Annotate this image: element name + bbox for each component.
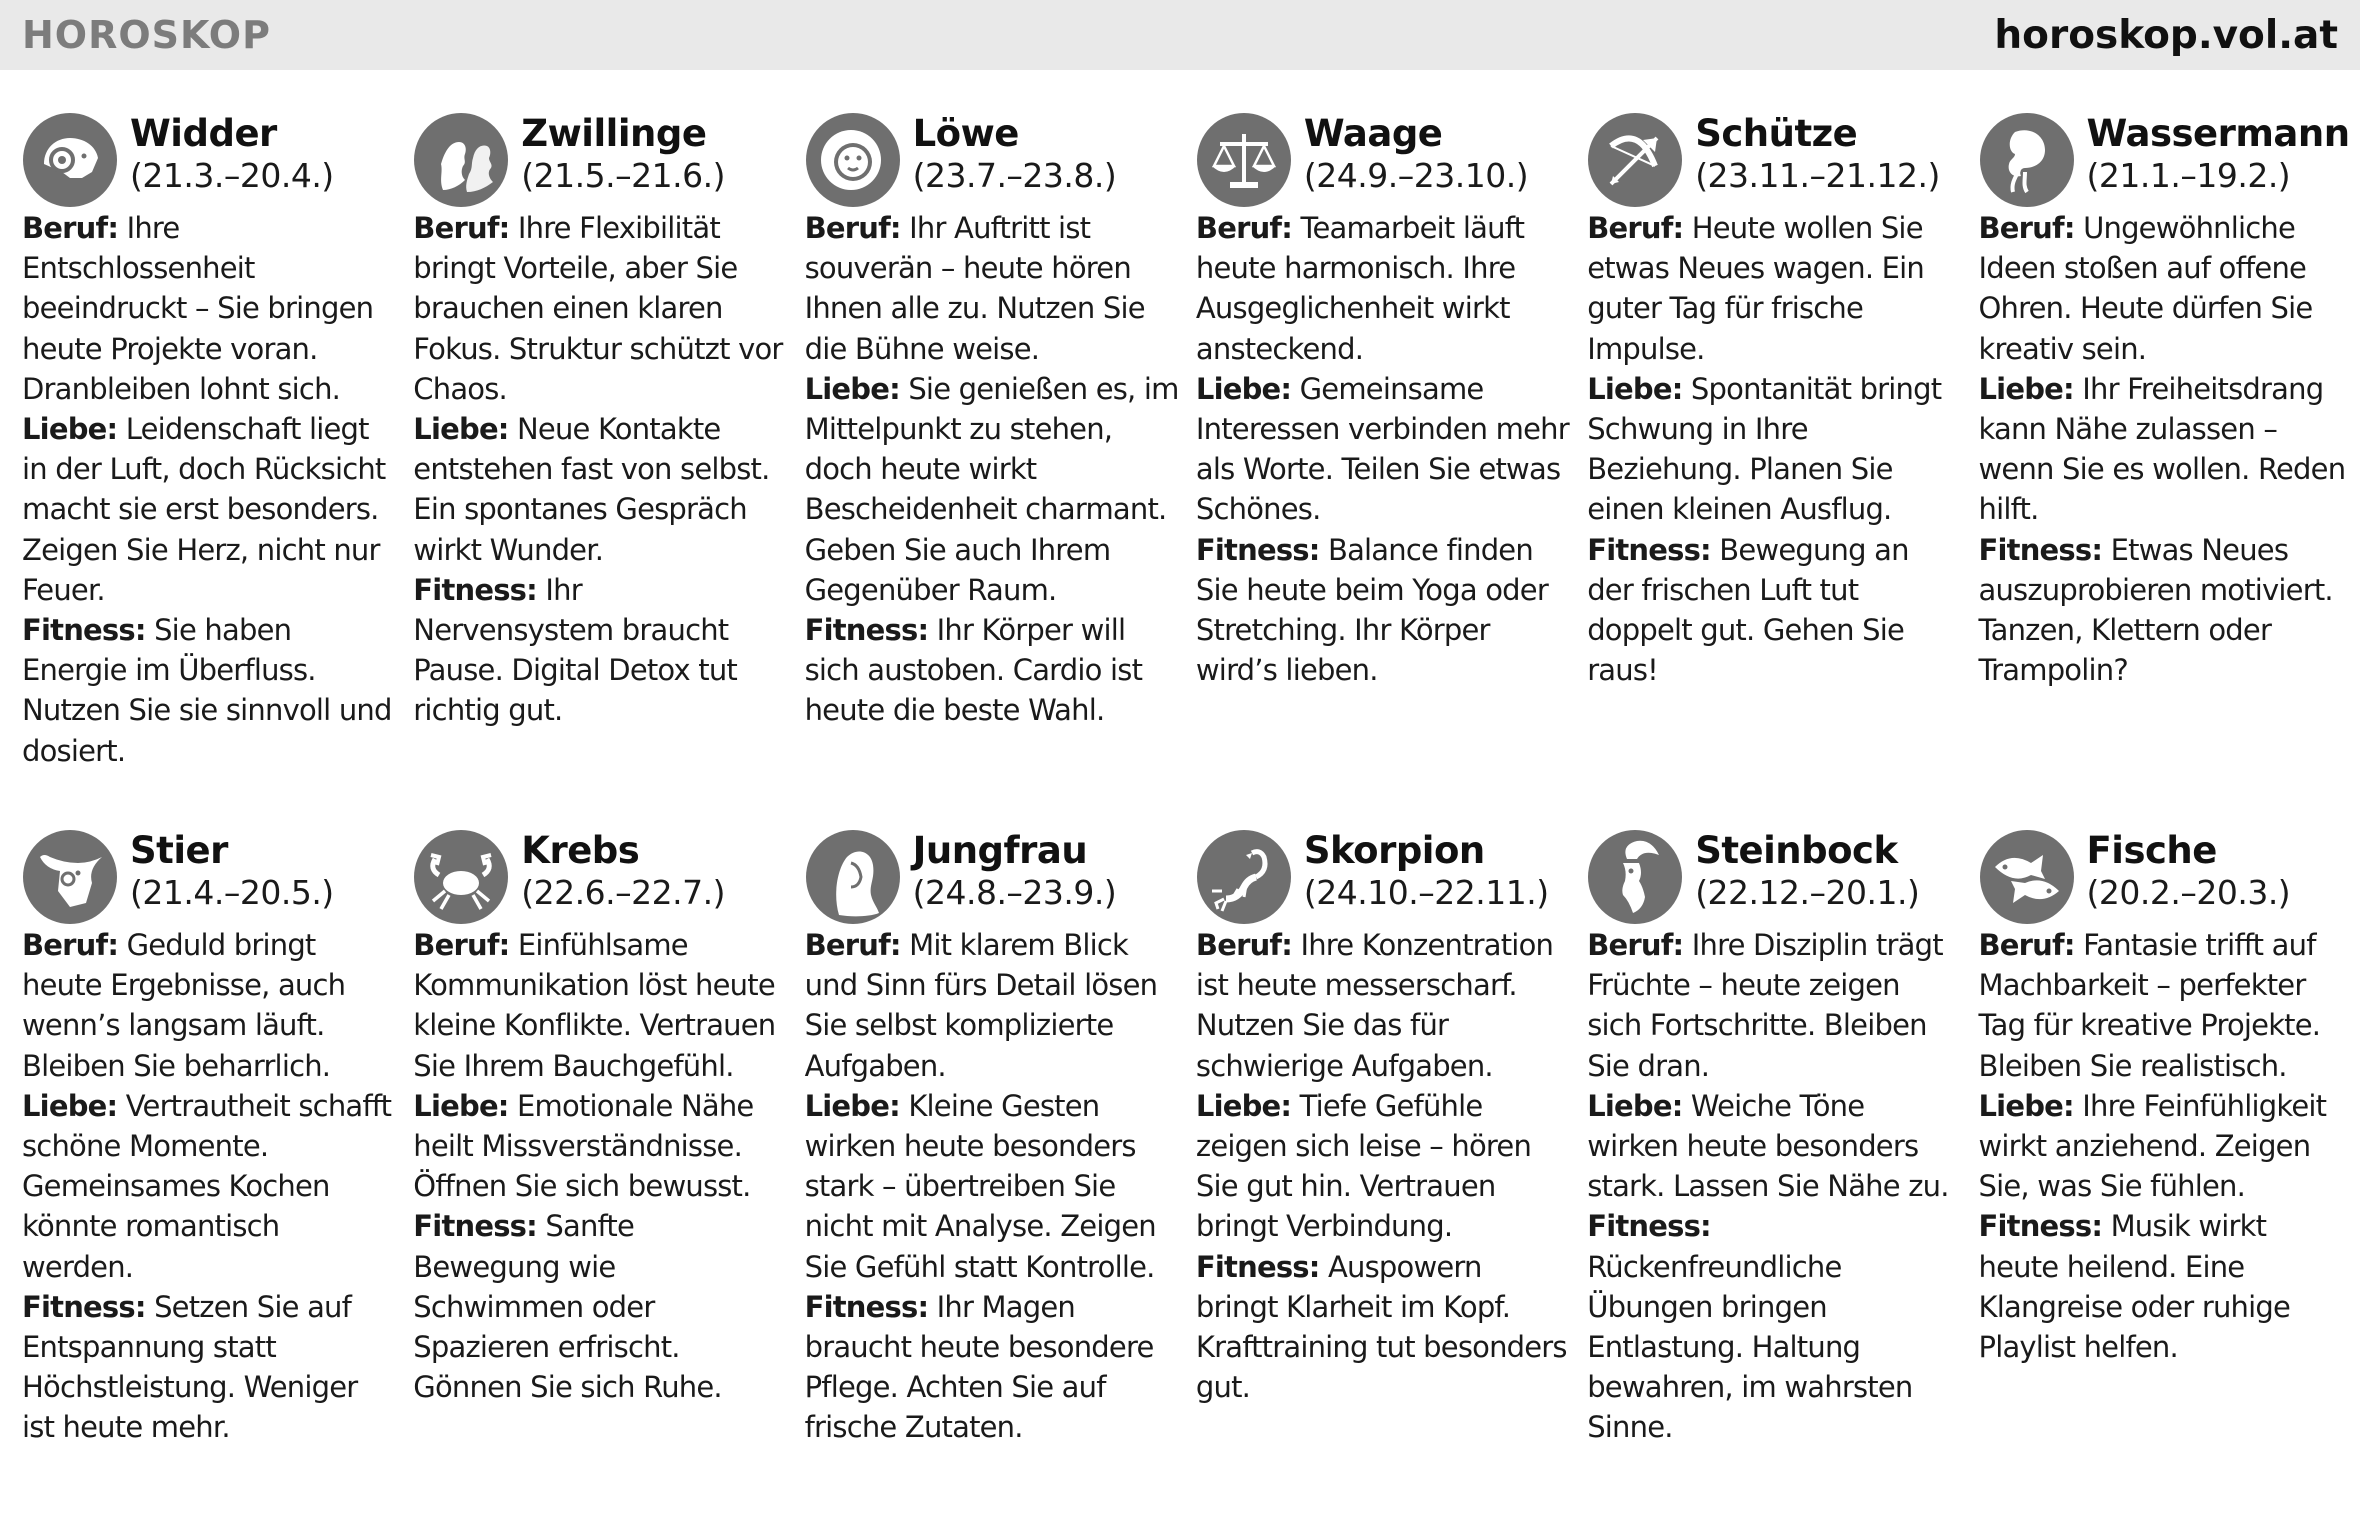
sign-name: Widder bbox=[130, 112, 277, 155]
beruf-text: Ihr Auftritt ist souverän – heute hören Ihnen alle zu. Nutzen Sie die Bühne weise. bbox=[804, 211, 1145, 366]
sign-title-block bbox=[130, 825, 334, 915]
sign-header bbox=[1196, 825, 1571, 925]
beruf-label: Beruf: bbox=[1978, 928, 2075, 962]
beruf-label: Beruf: bbox=[1195, 928, 1293, 962]
fitness-text: Balance finden Sie heute beim Yoga oder Stretching. Ihr Körper wird’s lieben. bbox=[1195, 532, 1548, 688]
sign-header bbox=[1196, 108, 1571, 208]
beruf-text: Ungewöhnliche Ideen stoßen auf offene Ohren. Heute dürfen Sie kreativ sein. bbox=[1978, 211, 2313, 366]
fitness-text: Bewegung an der frischen Luft tut doppelt gut. Gehen Sie raus! bbox=[1587, 532, 1909, 688]
beruf-text: Ihre Entschlossenheit beeindruckt – Sie bringen heute Projekte voran. Dranbleiben lohnt sich. bbox=[22, 211, 374, 406]
sign-name: Fische bbox=[2086, 829, 2217, 872]
beruf-label: Beruf: bbox=[804, 211, 901, 245]
sign-name: Krebs bbox=[521, 829, 640, 872]
liebe-text: Sie genießen es, im Mittelpunkt zu stehen, doch heute wirkt Bescheidenheit charmant. Geben Sie auch Ihrem Gegenüber Raum. bbox=[804, 371, 1179, 607]
sign-header bbox=[413, 825, 788, 925]
sign-dates: (21.5.–21.6.) bbox=[521, 156, 725, 195]
beruf-label: Beruf: bbox=[1978, 211, 2075, 245]
sign-title-block bbox=[2087, 108, 2350, 198]
sign-dates: (22.6.–22.7.) bbox=[521, 873, 725, 912]
beruf-label: Beruf: bbox=[413, 928, 510, 962]
sign-title-block bbox=[913, 825, 1117, 915]
sign-dates: (21.1.–19.2.) bbox=[2086, 156, 2291, 195]
sign-forecast bbox=[22, 208, 397, 771]
sign-name: Wassermann bbox=[2086, 112, 2350, 155]
liebe-label: Liebe: bbox=[1587, 1088, 1683, 1123]
liebe-text: Vertrautheit schafft schöne Momente. Gemeinsames Kochen könnte romantisch werden. bbox=[22, 1088, 392, 1284]
sign-dates: (24.10.–22.11.) bbox=[1303, 873, 1549, 912]
beruf-label: Beruf: bbox=[22, 211, 119, 245]
sign-header bbox=[22, 108, 397, 208]
sign-header bbox=[1979, 825, 2354, 925]
sign-dates: (23.11.–21.12.) bbox=[1695, 156, 1940, 195]
sign-title-block bbox=[130, 108, 334, 198]
sign-header bbox=[1979, 108, 2354, 208]
sign-name: Zwillinge bbox=[521, 112, 707, 155]
sign-forecast bbox=[22, 925, 397, 1448]
sign-forecast bbox=[1196, 925, 1571, 1407]
liebe-text: Tiefe Gefühle zeigen sich leise – hören Sie gut hin. Vertrauen bringt Verbindung. bbox=[1195, 1088, 1532, 1244]
fitness-label: Fitness: bbox=[804, 613, 929, 648]
fitness-text: Ihr Magen braucht heute besondere Pflege. Achten Sie auf frische Zutaten. bbox=[804, 1289, 1154, 1445]
liebe-text: Weiche Töne wirken heute besonders stark. Lassen Sie Nähe zu. bbox=[1587, 1088, 1949, 1204]
sign-dates: (23.7.–23.8.) bbox=[912, 156, 1117, 195]
fitness-text: Setzen Sie auf Entspannung statt Höchstleistung. Weniger ist heute mehr. bbox=[22, 1289, 358, 1445]
sign-card-schütze bbox=[1587, 108, 1962, 690]
liebe-text: Gemeinsame Interessen verbinden mehr als Worte. Teilen Sie etwas Schönes. bbox=[1195, 371, 1569, 527]
beruf-label: Beruf: bbox=[804, 928, 901, 962]
sign-header bbox=[1587, 108, 1962, 208]
liebe-text: Ihre Feinfühligkeit wirkt anziehend. Zeigen Sie, was Sie fühlen. bbox=[1978, 1088, 2327, 1204]
liebe-text: Kleine Gesten wirken heute besonders stark – übertreiben Sie nicht mit Analyse. Zeigen Sie Gefühl statt Kontrolle. bbox=[804, 1088, 1156, 1284]
fitness-label: Fitness: bbox=[1587, 532, 1711, 567]
sign-name: Jungfrau bbox=[912, 829, 1088, 872]
beruf-text: Fantasie trifft auf Machbarkeit – perfekter Tag für kreative Projekte. Bleiben Sie realistisch. bbox=[1978, 928, 2321, 1083]
beruf-text: Einfühlsame Kommunikation löst heute kleine Konflikte. Vertrauen Sie Ihrem Bauchgefühl. bbox=[413, 928, 776, 1083]
fitness-text: Sie haben Energie im Überfluss. Nutzen Sie sie sinnvoll und dosiert. bbox=[22, 613, 392, 768]
sign-dates: (20.2.–20.3.) bbox=[2086, 873, 2291, 912]
beruf-label: Beruf: bbox=[22, 928, 119, 962]
pisces-fish-icon bbox=[1979, 829, 2075, 925]
sign-title-block bbox=[913, 108, 1117, 198]
beruf-label: Beruf: bbox=[1195, 211, 1293, 245]
horoscope-grid bbox=[22, 108, 2352, 1518]
sign-title-block bbox=[1695, 825, 1919, 915]
liebe-text: Neue Kontakte entstehen fast von selbst. Ein spontanes Gespräch wirkt Wunder. bbox=[413, 412, 770, 567]
sign-header bbox=[805, 825, 1180, 925]
beruf-text: Mit klarem Blick und Sinn fürs Detail lösen Sie selbst komplizierte Aufgaben. bbox=[804, 928, 1158, 1083]
sign-forecast bbox=[413, 208, 788, 731]
page-header bbox=[0, 0, 2360, 70]
sign-forecast bbox=[1587, 925, 1962, 1448]
beruf-label: Beruf: bbox=[1587, 928, 1684, 962]
liebe-label: Liebe: bbox=[413, 1088, 509, 1123]
leo-lion-icon bbox=[805, 112, 901, 208]
section-title: HOROSKOP bbox=[22, 13, 271, 57]
aquarius-water-bearer-icon bbox=[1979, 112, 2075, 208]
sign-card-jungfrau bbox=[805, 825, 1180, 1448]
liebe-text: Leidenschaft liegt in der Luft, doch Rücksicht macht sie erst besonders. Zeigen Sie Herz, nicht nur Feuer. bbox=[22, 412, 386, 607]
sign-title-block bbox=[1304, 108, 1528, 198]
sign-header bbox=[22, 825, 397, 925]
sign-name: Skorpion bbox=[1303, 829, 1485, 872]
fitness-text: Musik wirkt heute heilend. Eine Klangreise oder ruhige Playlist helfen. bbox=[1978, 1209, 2291, 1365]
liebe-label: Liebe: bbox=[1195, 1088, 1292, 1123]
aries-ram-icon bbox=[22, 112, 118, 208]
sign-forecast bbox=[1979, 208, 2354, 690]
sign-card-krebs bbox=[413, 825, 788, 1407]
sign-name: Stier bbox=[130, 829, 228, 872]
virgo-maiden-icon bbox=[805, 829, 901, 925]
fitness-text: Sanfte Bewegung wie Schwimmen oder Spazieren erfrischt. Gönnen Sie sich Ruhe. bbox=[413, 1209, 722, 1405]
sagittarius-bow-icon bbox=[1587, 112, 1683, 208]
fitness-text: Ihr Körper will sich austoben. Cardio ist heute die beste Wahl. bbox=[804, 613, 1143, 728]
sign-name: Löwe bbox=[912, 112, 1019, 155]
fitness-label: Fitness: bbox=[1195, 1249, 1320, 1284]
sign-dates: (24.9.–23.10.) bbox=[1303, 156, 1529, 195]
liebe-label: Liebe: bbox=[1978, 1088, 2074, 1123]
sign-header bbox=[1587, 825, 1962, 925]
liebe-text: Emotionale Nähe heilt Missverständnisse. Öffnen Sie sich bewusst. bbox=[413, 1088, 754, 1204]
sign-name: Steinbock bbox=[1695, 829, 1898, 872]
sign-dates: (21.4.–20.5.) bbox=[130, 873, 334, 912]
sign-title-block bbox=[521, 825, 725, 915]
beruf-label: Beruf: bbox=[1587, 211, 1684, 245]
liebe-label: Liebe: bbox=[1978, 371, 2074, 406]
sign-card-zwillinge bbox=[413, 108, 788, 731]
sign-card-widder bbox=[22, 108, 397, 771]
sign-forecast bbox=[1979, 925, 2354, 1367]
sign-header bbox=[805, 108, 1180, 208]
sign-title-block bbox=[521, 108, 725, 198]
sign-forecast bbox=[805, 208, 1180, 731]
fitness-label: Fitness: bbox=[1195, 532, 1320, 567]
fitness-text: Rückenfreundliche Übungen bringen Entlastung. Haltung bewahren, im wahrsten Sinne. bbox=[1587, 1249, 1913, 1445]
fitness-label: Fitness: bbox=[22, 1289, 146, 1324]
sign-dates: (24.8.–23.9.) bbox=[912, 873, 1117, 912]
beruf-text: Geduld bringt heute Ergebnisse, auch wenn’s langsam läuft. Bleiben Sie beharrlich. bbox=[22, 928, 346, 1083]
sign-forecast bbox=[1587, 208, 1962, 690]
liebe-label: Liebe: bbox=[1195, 371, 1292, 406]
fitness-label: Fitness: bbox=[413, 1209, 537, 1244]
sign-card-skorpion bbox=[1196, 825, 1571, 1407]
sign-forecast bbox=[1196, 208, 1571, 690]
taurus-bull-icon bbox=[22, 829, 118, 925]
liebe-label: Liebe: bbox=[804, 1088, 900, 1123]
sign-name: Waage bbox=[1303, 112, 1443, 155]
beruf-text: Teamarbeit läuft heute harmonisch. Ihre Ausgeglichenheit wirkt ansteckend. bbox=[1195, 211, 1525, 366]
beruf-label: Beruf: bbox=[413, 211, 510, 245]
fitness-text: Etwas Neues auszuprobieren motiviert. Tanzen, Klettern oder Trampolin? bbox=[1978, 532, 2333, 688]
sign-dates: (22.12.–20.1.) bbox=[1695, 873, 1920, 912]
gemini-twins-icon bbox=[413, 112, 509, 208]
liebe-label: Liebe: bbox=[413, 412, 509, 447]
sign-card-löwe bbox=[805, 108, 1180, 731]
sign-title-block bbox=[1304, 825, 1549, 915]
libra-scales-icon bbox=[1196, 112, 1292, 208]
cancer-crab-icon bbox=[413, 829, 509, 925]
sign-title-block bbox=[1695, 108, 1940, 198]
sign-title-block bbox=[2087, 825, 2291, 915]
sign-forecast bbox=[805, 925, 1180, 1448]
fitness-label: Fitness: bbox=[1978, 1209, 2103, 1244]
liebe-label: Liebe: bbox=[22, 1088, 118, 1123]
site-url: horoskop.vol.at bbox=[1994, 12, 2338, 58]
liebe-label: Liebe: bbox=[1587, 371, 1683, 406]
beruf-text: Ihre Disziplin trägt Früchte – heute zeigen sich Fortschritte. Bleiben Sie dran. bbox=[1587, 928, 1943, 1083]
fitness-label: Fitness: bbox=[1978, 532, 2103, 567]
sign-forecast bbox=[413, 925, 788, 1407]
scorpio-scorpion-icon bbox=[1196, 829, 1292, 925]
sign-header bbox=[413, 108, 788, 208]
liebe-text: Ihr Freiheitsdrang kann Nähe zulassen – wenn Sie es wollen. Reden hilft. bbox=[1978, 371, 2346, 527]
fitness-label: Fitness: bbox=[1587, 1209, 1711, 1244]
beruf-text: Heute wollen Sie etwas Neues wagen. Ein guter Tag für frische Impulse. bbox=[1587, 211, 1925, 366]
sign-card-steinbock bbox=[1587, 825, 1962, 1448]
capricorn-ibex-icon bbox=[1587, 829, 1683, 925]
fitness-text: Ihr Nervensystem braucht Pause. Digital Detox tut richtig gut. bbox=[413, 572, 737, 728]
fitness-label: Fitness: bbox=[804, 1289, 929, 1324]
sign-card-stier bbox=[22, 825, 397, 1448]
sign-name: Schütze bbox=[1695, 112, 1858, 155]
sign-card-wassermann bbox=[1979, 108, 2354, 690]
fitness-label: Fitness: bbox=[413, 572, 537, 607]
liebe-label: Liebe: bbox=[804, 371, 900, 406]
liebe-label: Liebe: bbox=[22, 412, 118, 447]
beruf-text: Ihre Flexibilität bringt Vorteile, aber Sie brauchen einen klaren Fokus. Struktur schützt vor Chaos. bbox=[413, 211, 783, 406]
fitness-text: Auspowern bringt Klarheit im Kopf. Krafttraining tut besonders gut. bbox=[1195, 1249, 1567, 1405]
sign-card-fische bbox=[1979, 825, 2354, 1367]
liebe-text: Spontanität bringt Schwung in Ihre Beziehung. Planen Sie einen kleinen Ausflug. bbox=[1587, 371, 1942, 527]
fitness-label: Fitness: bbox=[22, 613, 146, 648]
sign-card-waage bbox=[1196, 108, 1571, 690]
beruf-text: Ihre Konzentration ist heute messerscharf. Nutzen Sie das für schwierige Aufgaben. bbox=[1195, 928, 1554, 1083]
sign-dates: (21.3.–20.4.) bbox=[130, 156, 334, 195]
